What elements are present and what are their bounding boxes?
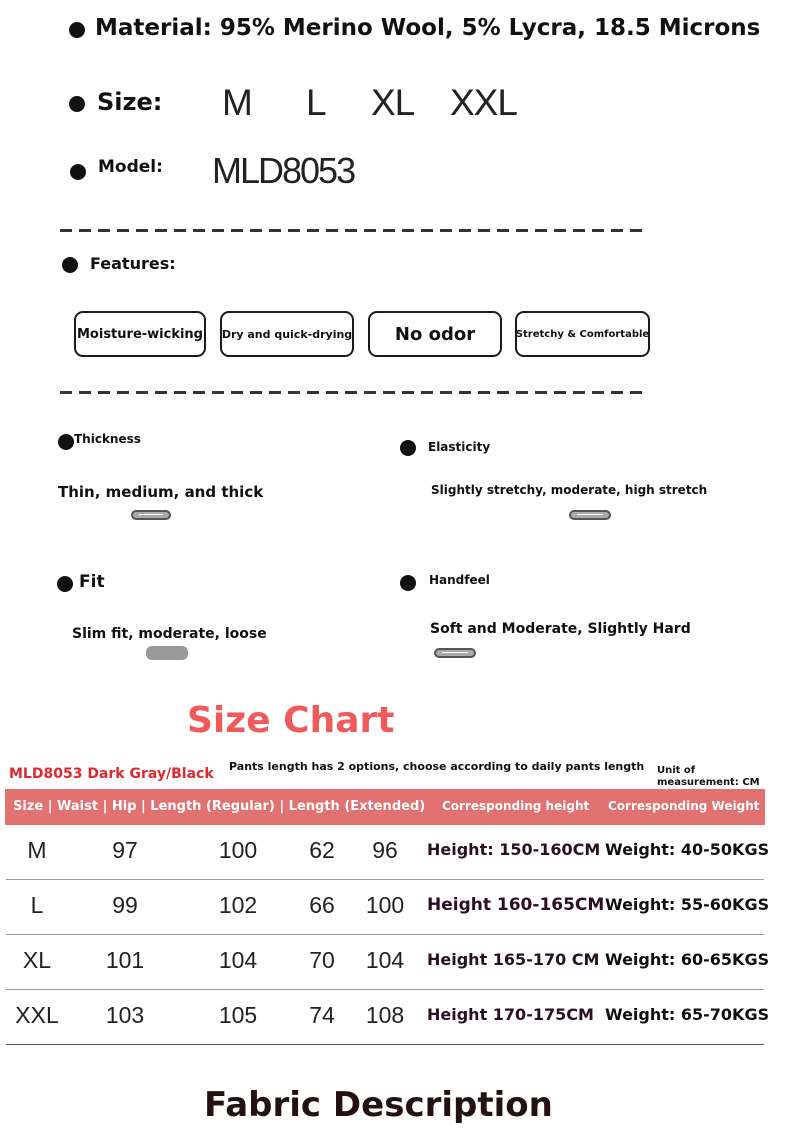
bullet-icon [69, 96, 85, 112]
elasticity-value: Slightly stretchy, moderate, high stretch [431, 483, 708, 497]
unit-note-line2: measurement: CM [657, 777, 760, 788]
size-chart-title: Size Chart [187, 700, 395, 741]
size-chart-header [5, 789, 765, 825]
header-height: Corresponding height [442, 799, 590, 813]
handfeel-label: Handfeel [429, 573, 490, 587]
cell-weight: Weight: 40-50KGS [605, 840, 770, 859]
slider-indicator [434, 648, 476, 658]
cell-weight: Weight: 60-65KGS [605, 950, 770, 969]
bullet-icon [57, 576, 73, 592]
cell-length-extended: 96 [372, 837, 398, 863]
bullet-icon [400, 440, 416, 456]
length-note: Pants length has 2 options, choose according to daily pants length [229, 760, 645, 773]
cell-hip: 102 [218, 892, 258, 918]
feature-tag-stretchy: Stretchy & Comfortable [515, 311, 650, 357]
product-name: MLD8053 Dark Gray/Black [9, 766, 214, 782]
feature-tag-quick-drying: Dry and quick-drying [220, 311, 354, 357]
cell-height: Height 170-175CM [427, 1005, 594, 1024]
feature-tag-no-odor: No odor [368, 311, 502, 357]
cell-size: L [30, 892, 44, 918]
fabric-description-title: Fabric Description [204, 1085, 553, 1125]
bullet-icon [62, 257, 78, 273]
cell-length-regular: 62 [309, 837, 335, 863]
material-label: Material: 95% Merino Wool, 5% Lycra, 18.5 Microns [95, 15, 761, 41]
cell-hip: 105 [218, 1002, 258, 1028]
cell-height: Height 165-170 CM [427, 950, 600, 969]
row-divider [6, 1044, 764, 1045]
cell-length-regular: 74 [309, 1002, 335, 1028]
cell-weight: Weight: 65-70KGS [605, 1005, 770, 1024]
slider-indicator [569, 510, 611, 520]
cell-hip: 100 [218, 837, 258, 863]
cell-size: XL [22, 947, 52, 973]
bullet-icon [400, 575, 416, 591]
slider-indicator [146, 646, 188, 660]
fit-value: Slim fit, moderate, loose [72, 626, 267, 642]
handfeel-value: Soft and Moderate, Slightly Hard [430, 621, 691, 637]
elasticity-label: Elasticity [428, 440, 491, 454]
model-label: Model: [98, 157, 163, 177]
bullet-icon [69, 22, 85, 38]
cell-length-regular: 66 [309, 892, 335, 918]
table-row [6, 935, 770, 990]
cell-hip: 104 [218, 947, 258, 973]
size-option-xl: XL [371, 82, 415, 123]
cell-height: Height 160-165CM [427, 895, 605, 915]
table-row [6, 990, 770, 1045]
cell-size: M [27, 837, 47, 863]
cell-waist: 101 [105, 947, 145, 973]
bullet-icon [58, 434, 74, 450]
header-weight: Corresponding Weight [608, 799, 760, 813]
size-option-xxl: XXL [450, 82, 517, 123]
divider [60, 229, 646, 232]
cell-length-extended: 100 [365, 892, 405, 918]
size-option-m: M [222, 82, 252, 123]
cell-waist: 97 [112, 837, 138, 863]
header-measures: Size | Waist | Hip | Length (Regular) | Length (Extended) [13, 799, 426, 814]
cell-length-extended: 104 [365, 947, 405, 973]
size-label: Size: [97, 88, 163, 116]
bullet-icon [70, 164, 86, 180]
cell-height: Height: 150-160CM [427, 840, 601, 859]
slider-indicator [131, 510, 171, 520]
thickness-value: Thin, medium, and thick [58, 483, 264, 501]
table-row [6, 825, 770, 880]
size-option-l: L [306, 82, 326, 123]
cell-waist: 103 [105, 1002, 145, 1028]
cell-weight: Weight: 55-60KGS [605, 895, 770, 914]
cell-waist: 99 [112, 892, 138, 918]
features-label: Features: [90, 254, 176, 273]
fit-label: Fit [79, 572, 105, 592]
divider [60, 391, 646, 394]
unit-note-line1: Unit of [657, 765, 696, 776]
table-row [6, 880, 770, 935]
cell-length-regular: 70 [309, 947, 335, 973]
cell-size: XXL [15, 1002, 59, 1028]
feature-tag-moisture-wicking: Moisture-wicking [74, 311, 206, 357]
model-value: MLD8053 [212, 150, 355, 191]
thickness-label: Thickness [74, 432, 141, 446]
cell-length-extended: 108 [365, 1002, 405, 1028]
